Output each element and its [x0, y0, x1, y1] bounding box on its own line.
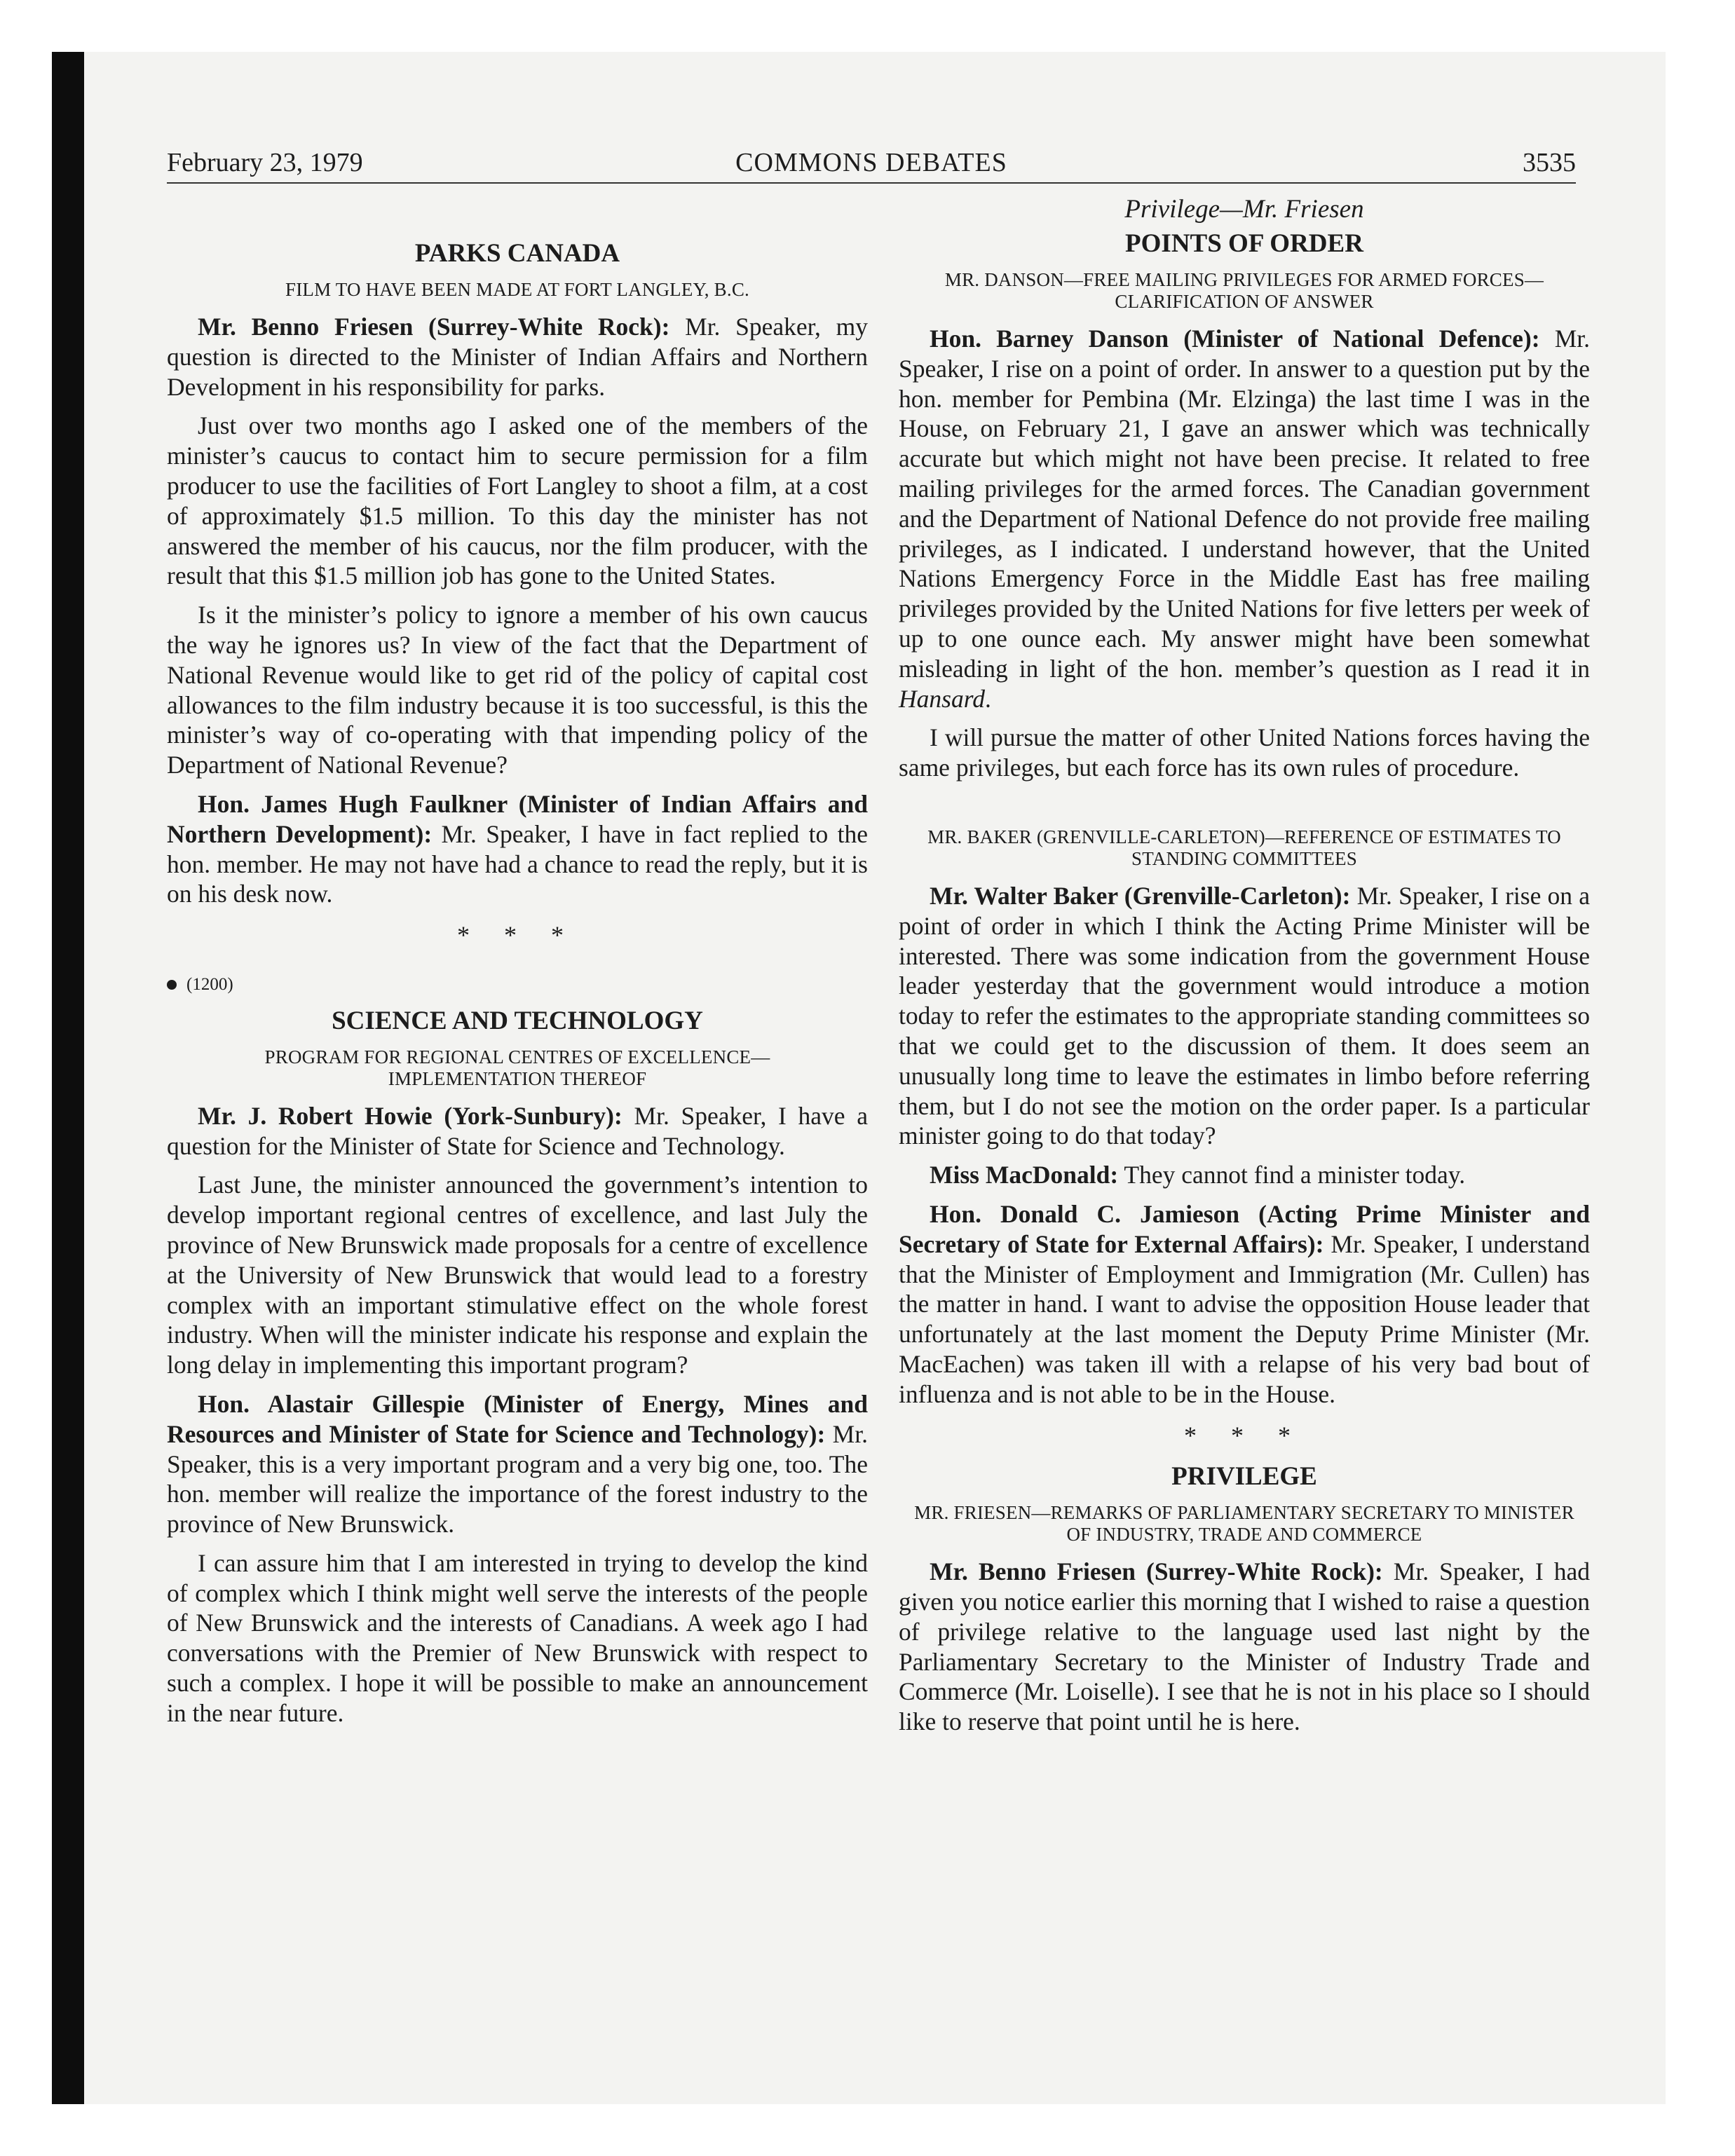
speaker-name: Hon. Donald C. Jamieson (Acting Prime Minister and Secretary of State for External Affairs):	[899, 1199, 1590, 1258]
speaker-name: Mr. Benno Friesen (Surrey-White Rock):	[930, 1557, 1383, 1586]
subject-baker: MR. BAKER (GRENVILLE-CARLETON)—REFERENCE OF ESTIMATES TO STANDING COMMITTEES	[927, 826, 1561, 869]
page-header	[167, 140, 1576, 184]
bullet-dot-icon	[167, 980, 177, 990]
paragraph: Hon. Donald C. Jamieson (Acting Prime Minister and Secretary of State for External Affairs): Mr. Speaker, I understand that the Minister of Employment and Immigration (Mr. Cullen) has the matter in hand. I want to advise the opposition House leader that unfortunately at the last moment the Deputy Prime Minister (Mr. MacEachen) was taken ill with a relapse of his very bad bout of influenza and is not able to be in the House.	[899, 1199, 1590, 1408]
speaker-name: Mr. J. Robert Howie (York-Sunbury):	[198, 1101, 622, 1130]
left-column	[167, 195, 868, 1738]
running-head: Privilege—Mr. Friesen	[1124, 195, 1364, 224]
section-title-points: POINTS OF ORDER	[1125, 229, 1363, 258]
scan-edge-bar	[52, 52, 84, 2104]
paragraph: Miss MacDonald: They cannot find a minister today.	[930, 1161, 1466, 1189]
section-title-science: SCIENCE AND TECHNOLOGY	[332, 1006, 703, 1035]
section-separator: * * *	[457, 921, 578, 950]
paragraph: Is it the minister’s policy to ignore a member of his own caucus the way he ignores us? In view of the fact that the Department of National Revenue would like to get rid of the policy of capital cost allowances to the film industry because it is too successful, is this the minister’s way of co-operating with that impending policy of the Department of National Revenue?	[167, 601, 868, 779]
header-publication: COMMONS DEBATES	[735, 148, 1007, 177]
paragraph: Last June, the minister announced the government’s intention to develop important regional centres of excellence, and last July the province of New Brunswick made proposals for a centre of excellence at the University of New Brunswick that would lead to a forestry complex with an important stimulative effect on the whole forest industry. When will the minister indicate his response and explain the long delay in implementing this important program?	[167, 1171, 868, 1379]
subject-friesen: MR. FRIESEN—REMARKS OF PARLIAMENTARY SECRETARY TO MINISTER OF INDUSTRY, TRADE AND COMMERCE	[914, 1502, 1574, 1546]
time-marker-label: (1200)	[186, 974, 233, 994]
section-separator: * * *	[1184, 1421, 1305, 1449]
section-title-parks: PARKS CANADA	[414, 239, 620, 268]
paragraph: I will pursue the matter of other United Nations forces having the same privileges, but each force has its own rules of procedure.	[899, 723, 1590, 782]
paragraph: Mr. Walter Baker (Grenville-Carleton): Mr. Speaker, I rise on a point of order in which I think the Acting Prime Minister will be interested. There was some indication from the government House leader yesterday that the government would introduce a motion today to refer the estimates to the appropriate standing committees so that we could get to the discussion of them. It does seem an unusually long time to leave the estimates in limbo before referring them, but I do not see the motion on the order paper. Is a particular minister going to do that today?	[899, 881, 1590, 1150]
speaker-name: Mr. Benno Friesen (Surrey-White Rock):	[198, 313, 670, 341]
speaker-name: Hon. Alastair Gillespie (Minister of Energy, Mines and Resources and Minister of State for Science and Technology):	[167, 1389, 868, 1448]
time-marker	[167, 970, 868, 1000]
paragraph: Hon. James Hugh Faulkner (Minister of Indian Affairs and Northern Development): Mr. Speaker, I have in fact replied to the hon. member. He may not have had a chance to read the reply, but it is on his desk now.	[167, 789, 868, 908]
paragraph: Hon. Barney Danson (Minister of National Defence): Mr. Speaker, I rise on a point of order. In answer to a question put by the hon. member for Pembina (Mr. Elzinga) the last time I was in the House, on February 21, I gave an answer which was technically accurate but which might not have been precise. It related to free mailing privileges for the armed forces. The Canadian government and the Department of National Defence do not provide free mailing privileges, as I indicated. I understand however, that the United Nations Emergency Force in the Middle East has free mailing privileges provided by the United Nations for five letters per week of up to one ounce each. My answer might have been somewhat misleading in light of the hon. member’s question as I read it in Hansard.	[899, 325, 1590, 713]
header-date: February 23, 1979	[167, 148, 363, 177]
speaker-name: Hon. Barney Danson (Minister of National Defence):	[930, 325, 1540, 353]
section-title-privilege: PRIVILEGE	[1171, 1462, 1317, 1492]
speaker-name: Miss MacDonald:	[930, 1161, 1119, 1189]
subject-danson: MR. DANSON—FREE MAILING PRIVILEGES FOR ARMED FORCES—CLARIFICATION OF ANSWER	[944, 269, 1544, 312]
paragraph: Mr. Benno Friesen (Surrey-White Rock): Mr. Speaker, my question is directed to the Minister of Indian Affairs and Northern Development in his responsibility for parks.	[167, 313, 868, 401]
subject-science: PROGRAM FOR REGIONAL CENTRES OF EXCELLENCE— IMPLEMENTATION THEREOF	[264, 1046, 770, 1089]
paragraph: Mr. J. Robert Howie (York-Sunbury): Mr. Speaker, I have a question for the Minister of State for Science and Technology.	[167, 1101, 868, 1160]
subject-parks: FILM TO HAVE BEEN MADE AT FORT LANGLEY, B.C.	[285, 279, 749, 300]
paragraph: Mr. Benno Friesen (Surrey-White Rock): Mr. Speaker, I had given you notice earlier this morning that I wished to raise a question of privilege relative to the language used last night by the Parliamentary Secretary to the Minister of Industry Trade and Commerce (Mr. Loiselle). I see that he is not in his place so I should like to reserve that point until he is here.	[899, 1557, 1591, 1736]
header-page-number: 3535	[1523, 148, 1576, 177]
speaker-name: Hon. James Hugh Faulkner (Minister of Indian Affairs and Northern Development):	[167, 789, 868, 848]
right-column	[899, 195, 1590, 1746]
paragraph: Hon. Alastair Gillespie (Minister of Energy, Mines and Resources and Minister of State for Science and Technology): Mr. Speaker, this is a very important program and a very big one, too. The hon. member will realize the importance of the forest industry to the province of New Brunswick.	[167, 1389, 868, 1538]
paragraph: I can assure him that I am interested in trying to develop the kind of complex which I think might well serve the interests of the people of New Brunswick and the interests of Canadians. A week ago I had conversations with the Premier of New Brunswick with respect to such a complex. I hope it will be possible to make an announcement in the near future.	[167, 1548, 868, 1727]
speaker-name: Mr. Walter Baker (Grenville-Carleton):	[930, 881, 1351, 910]
italic-term: Hansard	[899, 684, 985, 713]
paragraph: Just over two months ago I asked one of the members of the minister’s caucus to contact him to secure permission for a film producer to use the facilities of Fort Langley to shoot a film, at a cost of approximately $1.5 million. To this day the minister has not answered the member of his caucus, nor the film producer, with the result that this $1.5 million job has gone to the United States.	[167, 411, 868, 590]
